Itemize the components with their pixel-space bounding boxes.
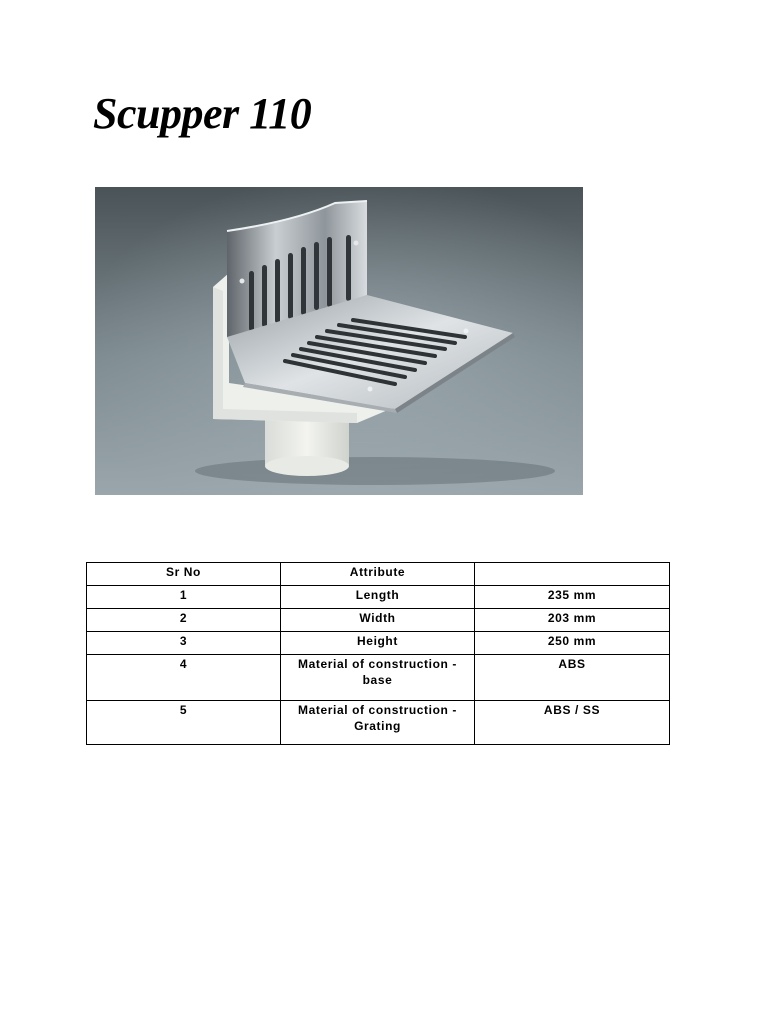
product-photo: [95, 187, 583, 495]
sr-no-cell: 4: [87, 655, 281, 701]
table-row: [87, 655, 670, 701]
value-cell: 235 mm: [475, 586, 670, 609]
table-row: [87, 609, 670, 632]
page-title: Scupper 110: [93, 89, 312, 138]
column-header-value: [475, 563, 670, 586]
attribute-cell: Material of construction - base: [281, 655, 475, 701]
column-header-attribute: Attribute: [281, 563, 475, 586]
attribute-cell: Height: [281, 632, 475, 655]
sr-no-cell: 3: [87, 632, 281, 655]
value-cell: ABS / SS: [475, 701, 670, 745]
sr-no-cell: 5: [87, 701, 281, 745]
table-header-row: [87, 563, 670, 586]
attribute-cell: Material of construction - Grating: [281, 701, 475, 745]
attribute-cell: Width: [281, 609, 475, 632]
spec-table: [86, 562, 670, 745]
table-row: [87, 586, 670, 609]
sr-no-cell: 2: [87, 609, 281, 632]
attribute-cell: Length: [281, 586, 475, 609]
value-cell: 203 mm: [475, 609, 670, 632]
value-cell: 250 mm: [475, 632, 670, 655]
column-header-sr-no: Sr No: [87, 563, 281, 586]
sr-no-cell: 1: [87, 586, 281, 609]
table-row: [87, 701, 670, 745]
value-cell: ABS: [475, 655, 670, 701]
table-row: [87, 632, 670, 655]
